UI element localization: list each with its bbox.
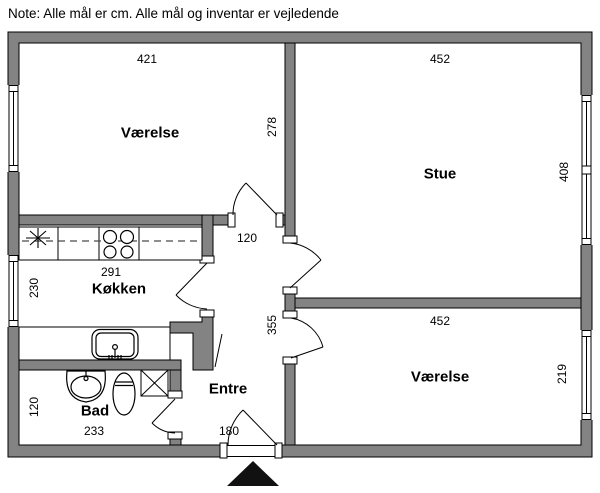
- wall-bath-east-a: [170, 370, 181, 391]
- dim-bathroom-height: 120: [27, 396, 41, 418]
- door-bedroom-top-icon: [233, 183, 277, 215]
- window-kitchen-icon: [8, 255, 21, 327]
- dim-bedroom-top-height: 278: [265, 116, 279, 138]
- door-stue-icon: [290, 243, 321, 288]
- room-label-bedroom-bottom: Værelse: [410, 368, 470, 386]
- dim-hallway-height: 355: [265, 314, 279, 336]
- room-label-bedroom-top: Værelse: [120, 124, 180, 142]
- wall-kitchen-north-a: [19, 215, 232, 225]
- door-kitchen-icon: [176, 263, 207, 309]
- room-label-entre: Entre: [208, 380, 248, 398]
- wall-bath-east-b: [170, 439, 181, 445]
- wall-bath-north: [19, 360, 181, 370]
- room-label-kitchen: Køkken: [91, 280, 147, 298]
- wall-kitchen-east: [202, 215, 213, 257]
- entrance-opening: [222, 445, 280, 458]
- dim-bathroom-width: 233: [83, 424, 105, 438]
- entrance-marker-icon: [227, 461, 279, 486]
- door-bedroom-bottom-icon: [291, 318, 323, 358]
- dim-kitchen-width: 291: [100, 265, 122, 279]
- dim-stue-height: 408: [557, 161, 571, 183]
- wall-center-a: [285, 43, 295, 242]
- toilet-icon: [113, 373, 135, 415]
- dim-bedroom-bottom-height: 219: [555, 363, 569, 385]
- dim-bedroom-top-width: 421: [136, 52, 158, 66]
- wall-stue-south: [295, 298, 581, 308]
- closet-leaf-line: [215, 334, 222, 367]
- wall-center-b: [285, 294, 295, 311]
- sink-icon: [92, 330, 138, 360]
- plan-note: Note: Alle mål er cm. Alle mål og inventar er vejledende: [8, 6, 339, 21]
- dim-entrance-width: 180: [218, 424, 240, 438]
- window-bedroom-top-icon: [8, 85, 21, 172]
- window-stue-icon: [581, 95, 594, 245]
- dim-hallway-width: 120: [236, 231, 258, 245]
- washbasin-icon: [67, 371, 106, 402]
- wall-center-c: [285, 364, 295, 445]
- room-label-stue: Stue: [423, 165, 457, 183]
- dim-bedroom-bottom-width: 452: [429, 314, 451, 328]
- door-bath-icon: [152, 399, 175, 433]
- window-bedroom-bottom-icon: [581, 330, 594, 420]
- room-label-bad: Bad: [80, 402, 110, 420]
- dim-stue-width: 452: [429, 52, 451, 66]
- dim-kitchen-height: 230: [27, 277, 41, 299]
- shower-icon: [141, 370, 168, 396]
